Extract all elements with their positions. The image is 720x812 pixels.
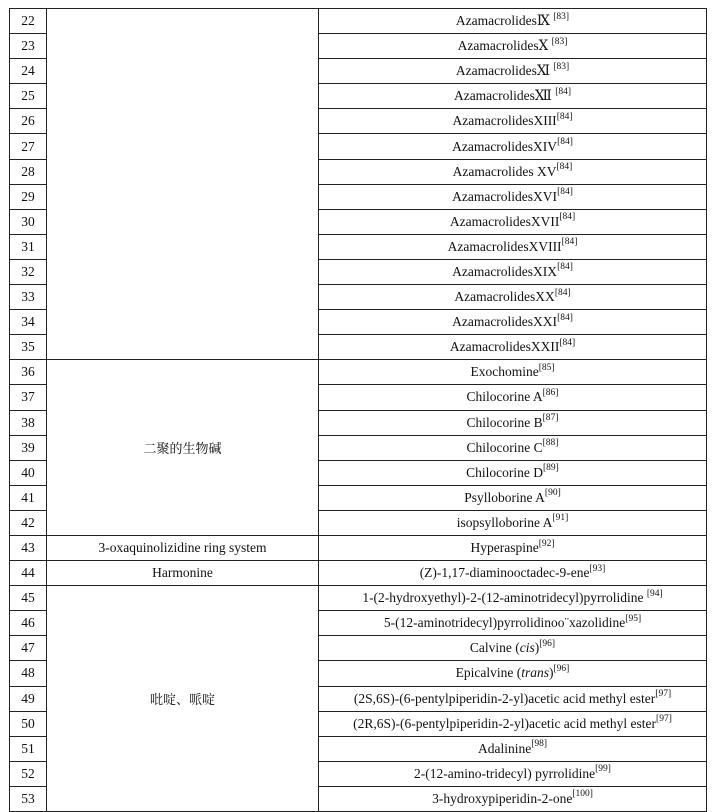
reference-superscript: [87] [542, 413, 559, 424]
compound-name: 1-(2-hydroxyethyl)-2-(12-aminotridecyl)pyrrolidine [362, 590, 647, 606]
compound-cell [319, 586, 707, 611]
reference-superscript: [84] [555, 86, 572, 97]
compound-name: Psylloborine A [464, 489, 545, 505]
compound-name: AzamacrolidesⅫ [453, 88, 556, 104]
row-number: 53 [10, 786, 47, 811]
compound-cell [319, 410, 707, 435]
compound-name: isopsylloborine A [456, 514, 553, 530]
row-number: 43 [10, 535, 47, 560]
compound-name: Exochomine [470, 364, 539, 380]
category-cell [47, 535, 319, 560]
table-row [10, 535, 707, 560]
compound-name: AzamacrolidesXIX [452, 263, 558, 279]
compound-cell [319, 209, 707, 234]
compound-name: (Z)-1,17-diaminooctadec-9-ene [419, 565, 590, 581]
compound-name: Chilocorine B [466, 414, 543, 430]
compound-name: Hyperaspine [470, 540, 539, 556]
reference-superscript: [89] [543, 463, 559, 474]
row-number: 44 [10, 561, 47, 586]
row-number: 24 [10, 59, 47, 84]
compound-name: AzamacrolidesXVI [452, 188, 558, 204]
compound-cell [319, 636, 707, 661]
compound-cell [319, 510, 707, 535]
row-number: 30 [10, 209, 47, 234]
compound-name: Chilocorine D [466, 464, 544, 480]
compound-name: AzamacrolidesⅨ [455, 13, 554, 29]
compound-name: AzamacrolidesXVII [449, 213, 560, 229]
compound-name: AzamacrolidesXX [454, 289, 555, 305]
row-number: 29 [10, 184, 47, 209]
table-row [10, 561, 707, 586]
compound-cell [319, 134, 707, 159]
reference-superscript: [91] [552, 513, 569, 524]
reference-superscript: [84] [557, 187, 573, 198]
compound-cell [319, 360, 707, 385]
compound-cell [319, 184, 707, 209]
row-number: 31 [10, 234, 47, 259]
category-cell [47, 9, 319, 360]
category-cell [47, 586, 319, 812]
reference-superscript: [84] [556, 162, 573, 173]
table-row [10, 586, 707, 611]
category-label: 3-oxaquinolizidine ring system [98, 540, 267, 556]
compound-name: 5-(12-aminotridecyl)pyrrolidinoo¨xazolidine [383, 615, 626, 631]
compound-cell [319, 686, 707, 711]
reference-superscript: [84] [559, 212, 576, 223]
compound-name: AzamacrolidesⅪ [455, 63, 554, 79]
compound-name: (2R,6S)-(6-pentylpiperidin-2-yl)acetic acid methyl ester [353, 715, 657, 731]
category-label: Harmonine [152, 565, 213, 581]
reference-superscript: [90] [544, 488, 561, 499]
compound-name: 3-hydroxypiperidin-2-one [432, 790, 573, 806]
compound-name: Adalinine [477, 740, 532, 756]
compound-cell [319, 761, 707, 786]
category-cell [47, 561, 319, 586]
compound-cell [319, 485, 707, 510]
row-number: 38 [10, 410, 47, 435]
row-number: 34 [10, 310, 47, 335]
row-number: 39 [10, 435, 47, 460]
compound-cell [319, 711, 707, 736]
row-number: 22 [10, 9, 47, 34]
row-number: 37 [10, 385, 47, 410]
row-number: 51 [10, 736, 47, 761]
row-number: 23 [10, 34, 47, 59]
compound-cell [319, 535, 707, 560]
compound-cell [319, 460, 707, 485]
row-number: 33 [10, 285, 47, 310]
compound-cell [319, 435, 707, 460]
compound-name: AzamacrolidesXIII [452, 113, 557, 129]
reference-superscript: [97] [655, 689, 672, 700]
compound-cell [319, 234, 707, 259]
row-number: 48 [10, 661, 47, 686]
row-number: 40 [10, 460, 47, 485]
reference-superscript: [99] [595, 764, 611, 775]
table-row [10, 360, 707, 385]
compound-cell [319, 259, 707, 284]
row-number: 52 [10, 761, 47, 786]
reference-superscript: [84] [557, 312, 573, 323]
compound-name: AzamacrolidesXVIII [447, 238, 562, 254]
row-number: 35 [10, 335, 47, 360]
compound-cell [319, 385, 707, 410]
compound-cell [319, 34, 707, 59]
compound-cell [319, 9, 707, 34]
row-number: 46 [10, 611, 47, 636]
compound-name: AzamacrolidesⅩ [457, 38, 552, 54]
reference-superscript: [88] [542, 438, 559, 449]
compound-name: AzamacrolidesXXII [449, 339, 560, 355]
compound-cell [319, 310, 707, 335]
compound-cell [319, 335, 707, 360]
compound-name: Azamacrolides XV [452, 163, 557, 179]
table-row [10, 9, 707, 34]
reference-superscript: [83] [553, 61, 570, 72]
reference-superscript: [97] [656, 714, 672, 725]
reference-superscript: [85] [538, 362, 555, 373]
reference-superscript: [84] [556, 111, 573, 122]
compound-cell [319, 285, 707, 310]
table-wrapper [9, 8, 707, 812]
category-label: 吡啶、哌啶 [149, 693, 215, 709]
reference-superscript: [84] [559, 337, 576, 348]
reference-superscript: [96] [553, 663, 570, 674]
reference-superscript: [100] [572, 789, 593, 800]
category-cell [47, 360, 319, 536]
compound-name: (2S,6S)-(6-pentylpiperidin-2-yl)acetic acid methyl ester [353, 690, 656, 706]
row-number: 50 [10, 711, 47, 736]
row-number: 26 [10, 109, 47, 134]
category-label: 二聚的生物碱 [143, 442, 222, 458]
row-number: 36 [10, 360, 47, 385]
reference-superscript: [98] [531, 739, 548, 750]
reference-superscript: [84] [554, 287, 571, 298]
row-number: 42 [10, 510, 47, 535]
reference-superscript: [84] [557, 262, 573, 273]
compound-cell [319, 661, 707, 686]
compound-cell [319, 109, 707, 134]
reference-superscript: [84] [561, 237, 578, 248]
compound-cell [319, 59, 707, 84]
reference-superscript: [84] [557, 137, 573, 148]
row-number: 32 [10, 259, 47, 284]
compound-cell [319, 736, 707, 761]
reference-superscript: [83] [551, 36, 568, 47]
row-number: 45 [10, 586, 47, 611]
compound-cell [319, 611, 707, 636]
compound-name: Chilocorine A [466, 389, 543, 405]
compound-name: AzamacrolidesXIV [452, 138, 558, 154]
reference-superscript: [93] [589, 563, 606, 574]
reference-superscript: [95] [625, 613, 642, 624]
row-number: 27 [10, 134, 47, 159]
row-number: 41 [10, 485, 47, 510]
compound-name: 2-(12-amino-tridecyl) pyrrolidine [414, 765, 596, 781]
reference-superscript: [86] [542, 387, 559, 398]
compound-name: AzamacrolidesXXI [452, 314, 558, 330]
reference-superscript: [94] [646, 588, 663, 599]
compound-cell [319, 84, 707, 109]
compound-name: Calvine (cis) [469, 640, 540, 656]
compound-cell [319, 159, 707, 184]
row-number: 47 [10, 636, 47, 661]
compound-name: Chilocorine C [466, 439, 543, 455]
row-number: 25 [10, 84, 47, 109]
reference-superscript: [83] [553, 11, 570, 22]
reference-superscript: [92] [538, 538, 555, 549]
compound-table [9, 8, 707, 812]
compound-name: Epicalvine (trans) [455, 665, 554, 681]
compound-cell [319, 561, 707, 586]
row-number: 49 [10, 686, 47, 711]
row-number: 28 [10, 159, 47, 184]
reference-superscript: [96] [539, 638, 556, 649]
